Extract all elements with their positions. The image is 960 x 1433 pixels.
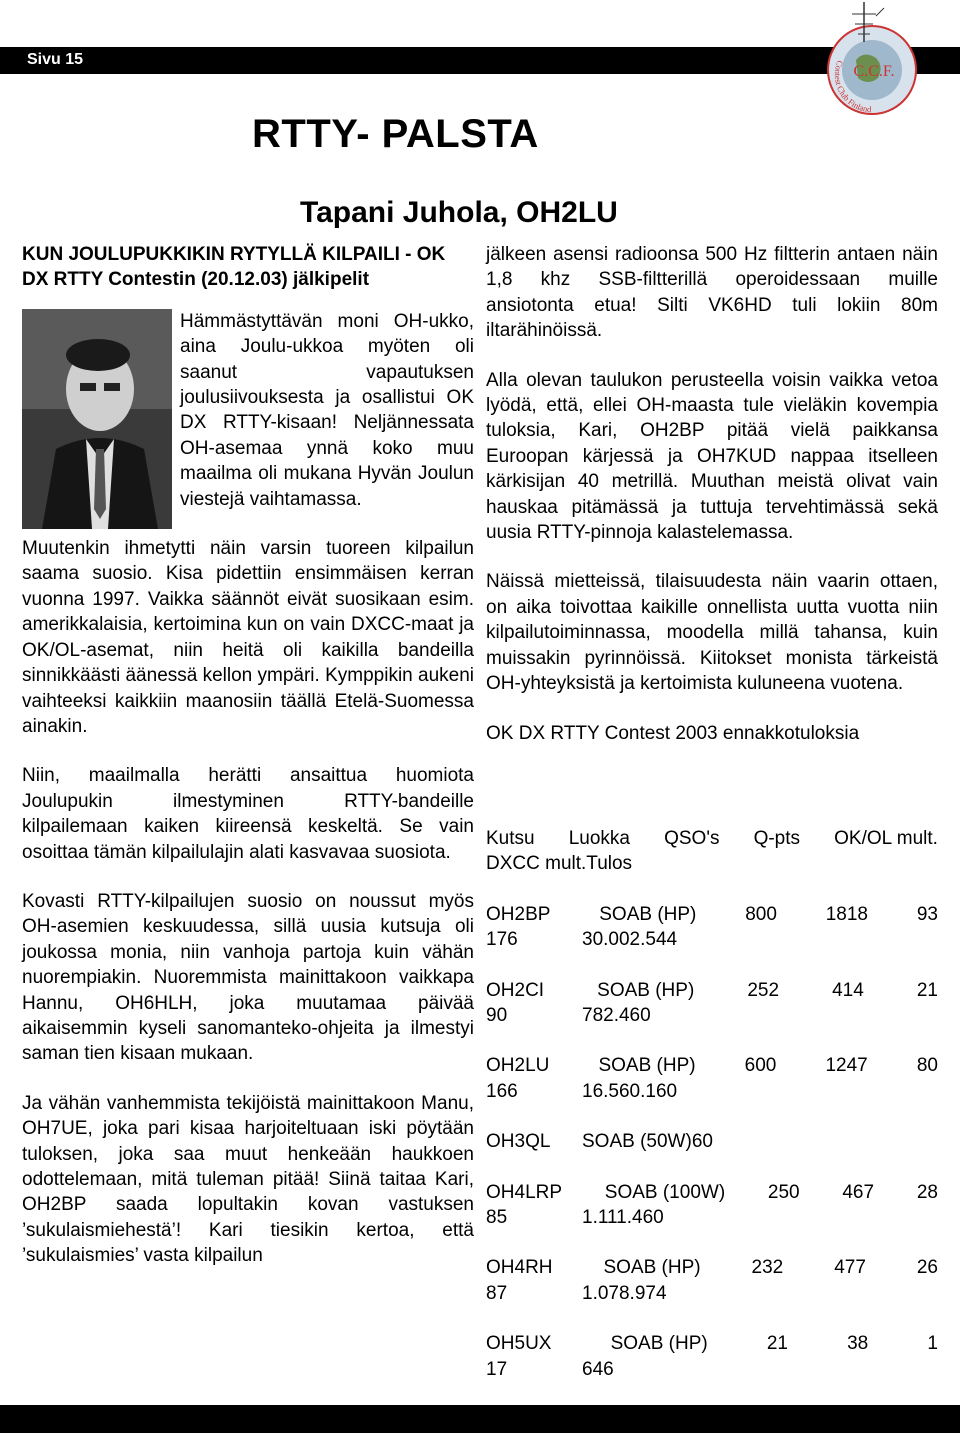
cell: 90	[486, 1005, 508, 1027]
headline: KUN JOULUPUKKIKIN RYTYLLÄ KILPAILI - OK DX RTTY Contestin (20.12.03) jälkipelit	[22, 244, 446, 291]
table-row-cont	[486, 927, 938, 952]
cell: 252	[747, 979, 780, 1001]
cell: 800	[745, 903, 777, 925]
cell: 17	[486, 1358, 508, 1380]
cell: OK/OL mult.	[834, 828, 938, 849]
cell: Luokka	[568, 828, 630, 849]
table-row-cont	[486, 1079, 938, 1104]
cell: SOAB (HP)	[599, 903, 697, 925]
cell: OH2BP	[486, 903, 551, 925]
cell: 38	[847, 1333, 869, 1355]
cell: 16.560.160	[582, 1080, 678, 1102]
table-row	[486, 978, 938, 1003]
cell: OH4RH	[486, 1257, 553, 1279]
paragraph: Alla olevan taulukon perusteella voisin vaikka vetoa lyödä, että, ellei OH-maasta tule vieläkin kovempia tuloksia, Kari, OH2BP pitää vielä paikkansa Euroopan kärjessä ja OH7KUD nappaa itselleen kärkisijan 40 metrillä. Muuthan meistä olivat vain hauskaa pitämässä ja tuttuja tervehtimässä sekä uusia RTTY-pinnoja kalastelemassa.	[486, 369, 938, 544]
page-number: Sivu 15	[27, 51, 84, 68]
cell: 21	[916, 979, 938, 1001]
cell: SOAB (HP)	[603, 1257, 701, 1279]
table-row-cont	[486, 1357, 938, 1382]
cell: SOAB (50W)	[582, 1131, 692, 1153]
cell: OH2LU	[486, 1055, 550, 1077]
logo-ring-text: Contest Club Finland	[832, 59, 872, 115]
cell: OH4LRP	[486, 1181, 563, 1203]
cell: 85	[486, 1207, 508, 1229]
cell: OH3QL	[486, 1131, 551, 1153]
cell: QSO's	[664, 828, 720, 849]
results-header	[486, 826, 938, 851]
table-row-cont	[486, 1003, 938, 1028]
cell: SOAB (HP)	[597, 979, 695, 1001]
paragraph: Näissä mietteissä, tilaisuudesta näin vaarin ottaen, on aika toivottaa kaikille onnellista uutta vuotta niin kilpailutoiminnassa, moodella millä tahansa, kuin muissakin pyrinnöissä. Kiitokset monista tärkeistä OH-yhteyksistä ja kertoimista kuluneena vuotena.	[486, 571, 938, 695]
cell: 782.460	[582, 1005, 651, 1027]
cell: OH2CI	[486, 979, 545, 1001]
cell: 60	[691, 1131, 713, 1153]
cell: 646	[582, 1358, 614, 1380]
paragraph: Hämmästyttävän moni OH-ukko, aina Joulu-ukkoa myöten oli saanut vapautuksen joulusiivouksesta ja osallistui OK DX RTTY-kisaan! Neljännessata OH-asemaa ynnä koko muu maailma oli mukana Hyvän Joulun viestejä vaihtamassa.	[180, 310, 474, 510]
cell: 477	[834, 1257, 866, 1279]
cell: 1.078.974	[582, 1282, 667, 1304]
cell: 28	[916, 1181, 938, 1203]
cell: 166	[486, 1080, 518, 1102]
right-column	[486, 242, 938, 746]
paragraph: Ja vähän vanhemmista tekijöistä mainittakoon Manu, OH7UE, joka pari kisaa harjoiteltuaan iski pöytään tuloksen, joka saa muut henkeään haukkoen odottelemaan, mitä tuleman pitää! Siinä taitaa Kari, OH2BP saada lopultakin kovan vastuksen ’sukulaismiehestä’! Kari tiesikin kertoa, että ’sukulaismies’ vasta kilpailun	[22, 1092, 474, 1267]
table-row	[486, 1255, 938, 1280]
cell: 232	[751, 1257, 784, 1279]
cell: SOAB (HP)	[610, 1333, 708, 1355]
paragraph: Niin, maailmalla herätti ansaittua huomiota Joulupukin ilmestyminen RTTY-bandeille kilpailemaan kaiken kiireensä keskeltä. Se vain osoittaa tämän kilpailulajin alati kasvavaa suosiota.	[22, 765, 474, 863]
cell: SOAB (100W)	[604, 1181, 726, 1203]
cell: 30.002.544	[582, 929, 678, 951]
table-row	[486, 1180, 938, 1205]
cell: DXCC mult.	[486, 853, 587, 875]
cell: OH5UX	[486, 1333, 552, 1355]
cell: Q-pts	[753, 828, 801, 849]
results-heading: OK DX RTTY Contest 2003 ennakkotuloksia	[486, 722, 860, 744]
cell: 600	[744, 1055, 777, 1077]
cell: 1247	[825, 1055, 868, 1077]
table-row-cont	[486, 1205, 938, 1230]
cell: 26	[916, 1257, 938, 1279]
paragraph: jälkeen asensi radioonsa 500 Hz filtterin antaen näin 1,8 khz SSB-filtterillä operoidessaan muille ansiotonta etua! Silti VK6HD tuli lokiin 80m iltarähinöissä.	[486, 244, 938, 342]
table-row	[486, 1331, 938, 1356]
author: Tapani Juhola, OH2LU	[300, 196, 618, 229]
cell: 80	[916, 1055, 938, 1077]
cell: 414	[832, 979, 864, 1001]
paragraph: Kovasti RTTY-kilpailujen suosio on noussut myös OH-asemien keskuudessa, sillä uusia kutsuja oli joukossa monia, niin vanhoja partoja kuin vähän nuorempiakin. Nuoremmista mainittakoon vaikkapa Hannu, OH6HLH, joka muutamaa päivää aikaisemmin kyseli sanomanteko-ohjeita ja ilmestyi saman tien kisaan mukaan.	[22, 890, 474, 1065]
cell: 93	[916, 903, 938, 925]
table-row	[486, 1129, 938, 1154]
cell: 87	[486, 1282, 508, 1304]
cell: 1818	[825, 903, 869, 925]
cell: 21	[766, 1333, 788, 1355]
table-row	[486, 902, 938, 927]
cell: 250	[767, 1181, 800, 1203]
paragraph: Muutenkin ihmetytti näin varsin tuoreen kilpailun saama suosio. Kisa pidettiin ensimmäisen kerran vuonna 1997. Vaikka säännöt eivät suosikaan esim. amerikkalaisia, kertoimina kun on vain DXCC-maat ja OK/OL-asemat, niin heitä oli kaikilla bandeilla sinnikkäästi äänessä kellon ympäri. Kymppikin aukeni vaihteeksi kaikkiin maanosiin täällä Etelä-Suomessa ainakin.	[22, 538, 475, 737]
left-column	[22, 242, 474, 1269]
club-logo	[812, 0, 932, 120]
cell: 176	[486, 929, 518, 951]
cell: 1.111.460	[582, 1207, 664, 1229]
cell: 467	[842, 1181, 875, 1203]
page-title: RTTY- PALSTA	[252, 112, 539, 156]
author-photo	[22, 309, 172, 529]
cell: 1	[927, 1333, 938, 1355]
cell: Tulos	[586, 853, 633, 875]
cell: Kutsu	[486, 828, 535, 849]
table-row	[486, 1053, 938, 1078]
table-row-cont	[486, 1281, 938, 1306]
results-table	[486, 826, 938, 1382]
results-header-2	[486, 851, 938, 876]
bottom-bar	[0, 1405, 960, 1433]
cell: SOAB (HP)	[598, 1055, 696, 1077]
logo-text: C.C.F.	[853, 63, 895, 80]
